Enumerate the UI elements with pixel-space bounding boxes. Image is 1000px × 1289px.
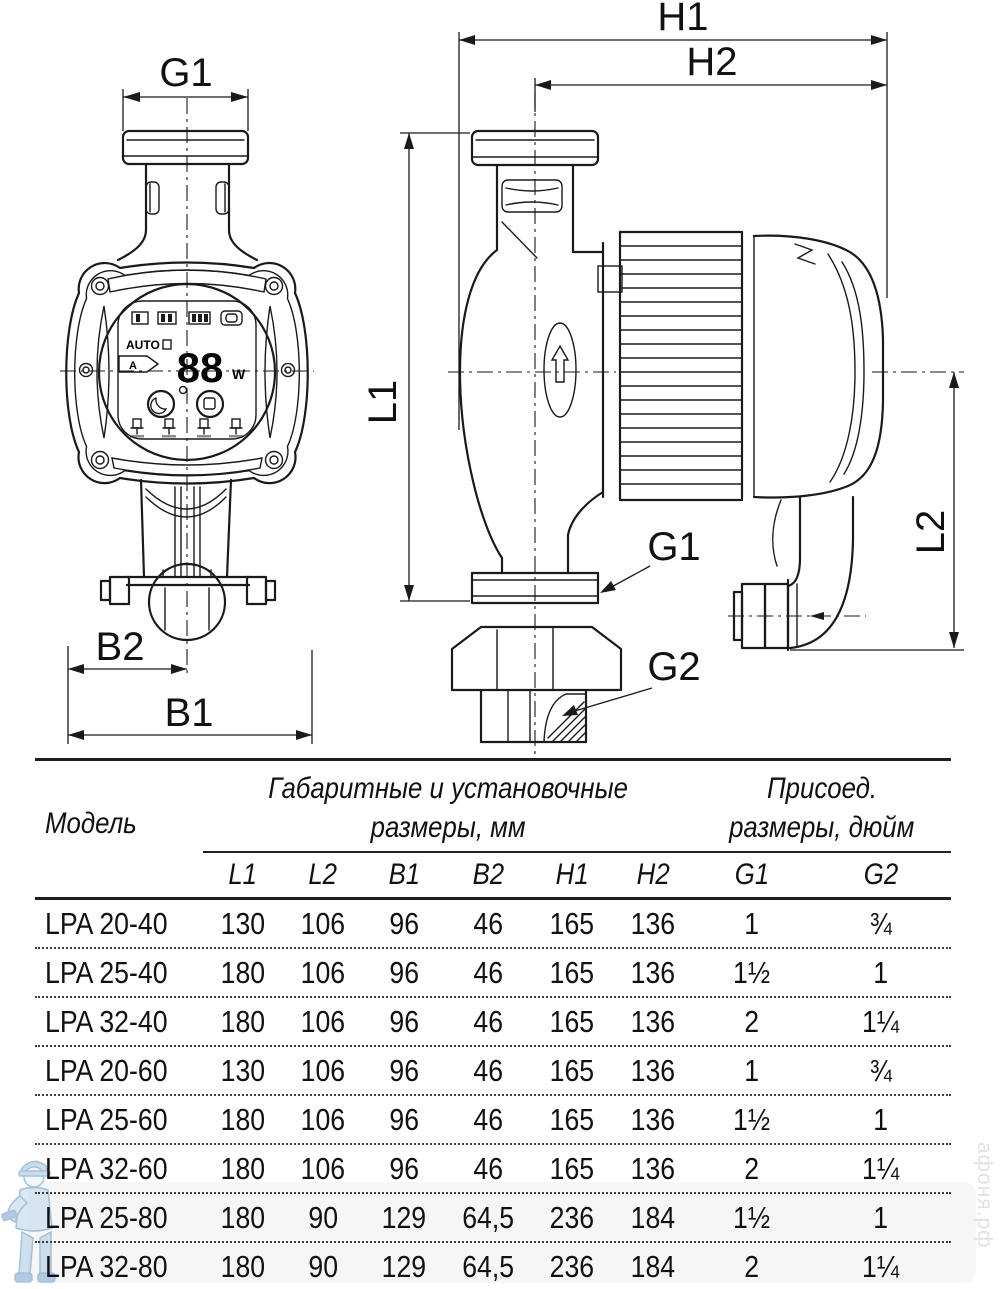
table-cell: 46 xyxy=(473,954,503,990)
table-cell: 1 xyxy=(744,1052,760,1088)
table-row xyxy=(35,1047,951,1096)
table-cell: 46 xyxy=(473,1052,503,1088)
table-cell: 165 xyxy=(549,905,595,941)
table-group-header xyxy=(35,761,951,851)
table-cell: 96 xyxy=(389,1003,419,1039)
table-cell: 96 xyxy=(389,1150,419,1186)
table-row xyxy=(35,1243,951,1289)
table-cell: 106 xyxy=(300,954,346,990)
table-row xyxy=(35,900,951,949)
table-cell: 180 xyxy=(220,1150,266,1186)
table-cell: 2 xyxy=(744,1003,760,1039)
auto-arrow-icon xyxy=(119,356,158,372)
table-row xyxy=(35,949,951,998)
col-h2: H2 xyxy=(636,858,670,891)
table-cell: 1¼ xyxy=(862,1150,900,1186)
table-cell: 96 xyxy=(389,905,419,941)
model-cell: LPA 32-40 xyxy=(45,1003,168,1039)
table-cell: 180 xyxy=(220,1248,266,1284)
model-cell: LPA 20-60 xyxy=(45,1052,168,1088)
table-cell: 106 xyxy=(300,1052,346,1088)
table-cell: 1 xyxy=(873,1199,889,1235)
dim-label-h1: H1 xyxy=(657,0,709,39)
table-cell: 1½ xyxy=(733,954,771,990)
mm-group-header: Габаритные и установочные размеры, мм xyxy=(268,772,628,844)
flow-arrow-icon xyxy=(552,346,568,382)
table-cell: 136 xyxy=(630,1052,676,1088)
watt-label: W xyxy=(232,366,246,382)
table-cell: 1½ xyxy=(733,1101,771,1137)
table-cell: 1 xyxy=(744,905,760,941)
mode-a-label: A xyxy=(129,360,137,372)
table-cell: 106 xyxy=(300,1150,346,1186)
cable-elbow xyxy=(728,497,866,650)
dim-label-l2: L2 xyxy=(909,509,953,555)
table-cell: 1¼ xyxy=(862,1003,900,1039)
col-l1: L1 xyxy=(228,858,258,891)
dim-label-b2: B2 xyxy=(95,625,145,669)
table-cell: 236 xyxy=(549,1199,595,1235)
table-cell: 165 xyxy=(549,1101,595,1137)
table-cell: 180 xyxy=(220,1199,266,1235)
table-cell: 136 xyxy=(630,1101,676,1137)
speed-1-icon xyxy=(132,312,148,324)
dim-label-b1: B1 xyxy=(164,691,214,735)
table-cell: 180 xyxy=(220,1101,266,1137)
table-cell: 129 xyxy=(381,1199,427,1235)
table-row xyxy=(35,1145,951,1194)
col-g1: G1 xyxy=(734,858,770,891)
speed-2-icon xyxy=(158,312,176,324)
col-g2: G2 xyxy=(863,858,899,891)
table-cell: 165 xyxy=(549,1052,595,1088)
table-cell: 165 xyxy=(549,1150,595,1186)
model-header: Модель xyxy=(45,807,137,840)
table-cell: 64,5 xyxy=(462,1199,514,1235)
dim-label-l1: L1 xyxy=(361,379,405,425)
table-cell: 130 xyxy=(220,1052,266,1088)
table-cell: 136 xyxy=(630,954,676,990)
model-cell: LPA 32-60 xyxy=(45,1150,168,1186)
table-cell: 96 xyxy=(389,954,419,990)
motor xyxy=(598,232,883,500)
prop-mode-icon xyxy=(221,311,242,325)
table-cell: 184 xyxy=(630,1199,676,1235)
table-cell: 106 xyxy=(300,1101,346,1137)
table-cell: 1 xyxy=(873,954,889,990)
table-cell: 129 xyxy=(381,1248,427,1284)
table-cell: 165 xyxy=(549,1003,595,1039)
table-cell: 136 xyxy=(630,1150,676,1186)
table-cell: 46 xyxy=(473,1003,503,1039)
table-cell: 184 xyxy=(630,1248,676,1284)
power-display: 88 xyxy=(176,344,224,391)
table-cell: 90 xyxy=(308,1248,338,1284)
mode-button xyxy=(197,391,223,417)
model-cell: LPA 32-80 xyxy=(45,1248,168,1284)
table-cell: 136 xyxy=(630,905,676,941)
table-cell: 46 xyxy=(473,1101,503,1137)
table-cell: 2 xyxy=(744,1248,760,1284)
speed-3-icon xyxy=(189,312,210,324)
site-watermark: афоня.рф xyxy=(973,1142,996,1249)
col-l2: L2 xyxy=(308,858,338,891)
model-cell: LPA 25-40 xyxy=(45,954,168,990)
table-cell: 96 xyxy=(389,1101,419,1137)
table-cell: 64,5 xyxy=(462,1248,514,1284)
auto-label: AUTO xyxy=(126,338,160,352)
col-h1: H1 xyxy=(555,858,589,891)
side-view xyxy=(361,0,964,756)
table-row xyxy=(35,998,951,1047)
callout-label-g2: G2 xyxy=(647,645,701,689)
table-cell: ¾ xyxy=(869,905,893,941)
table-cell: 180 xyxy=(220,1003,266,1039)
table-cell: 2 xyxy=(744,1150,760,1186)
union-nut xyxy=(452,627,621,742)
table-row xyxy=(35,1194,951,1243)
table-cell: 106 xyxy=(300,905,346,941)
inch-group-header: Присоед. размеры, дюйм xyxy=(729,772,915,844)
table-cell: 165 xyxy=(549,954,595,990)
table-cell: 96 xyxy=(389,1052,419,1088)
model-cell: LPA 25-60 xyxy=(45,1101,168,1137)
table-cell: 1¼ xyxy=(862,1248,900,1284)
table-cell: 106 xyxy=(300,1003,346,1039)
table-column-header xyxy=(35,853,951,900)
table-cell: 46 xyxy=(473,905,503,941)
table-cell: 180 xyxy=(220,954,266,990)
col-b1: B1 xyxy=(388,858,420,891)
table-cell: 1½ xyxy=(733,1199,771,1235)
table-cell: 136 xyxy=(630,1003,676,1039)
model-cell: LPA 20-40 xyxy=(45,905,168,941)
table-cell: 1 xyxy=(873,1101,889,1137)
model-cell: LPA 25-80 xyxy=(45,1199,168,1235)
table-cell: 46 xyxy=(473,1150,503,1186)
table-cell: 236 xyxy=(549,1248,595,1284)
dim-label-g1-front: G1 xyxy=(159,51,213,95)
table-cell: 130 xyxy=(220,905,266,941)
front-view xyxy=(60,51,314,744)
night-mode-button xyxy=(148,391,174,417)
table-cell: ¾ xyxy=(869,1052,893,1088)
terminal-box xyxy=(101,480,275,640)
dimensions-table xyxy=(35,758,951,1289)
table-row xyxy=(35,1096,951,1145)
dim-label-h2: H2 xyxy=(686,40,738,84)
callout-label-g1: G1 xyxy=(647,525,701,569)
col-b2: B2 xyxy=(472,858,504,891)
table-cell: 90 xyxy=(308,1199,338,1235)
